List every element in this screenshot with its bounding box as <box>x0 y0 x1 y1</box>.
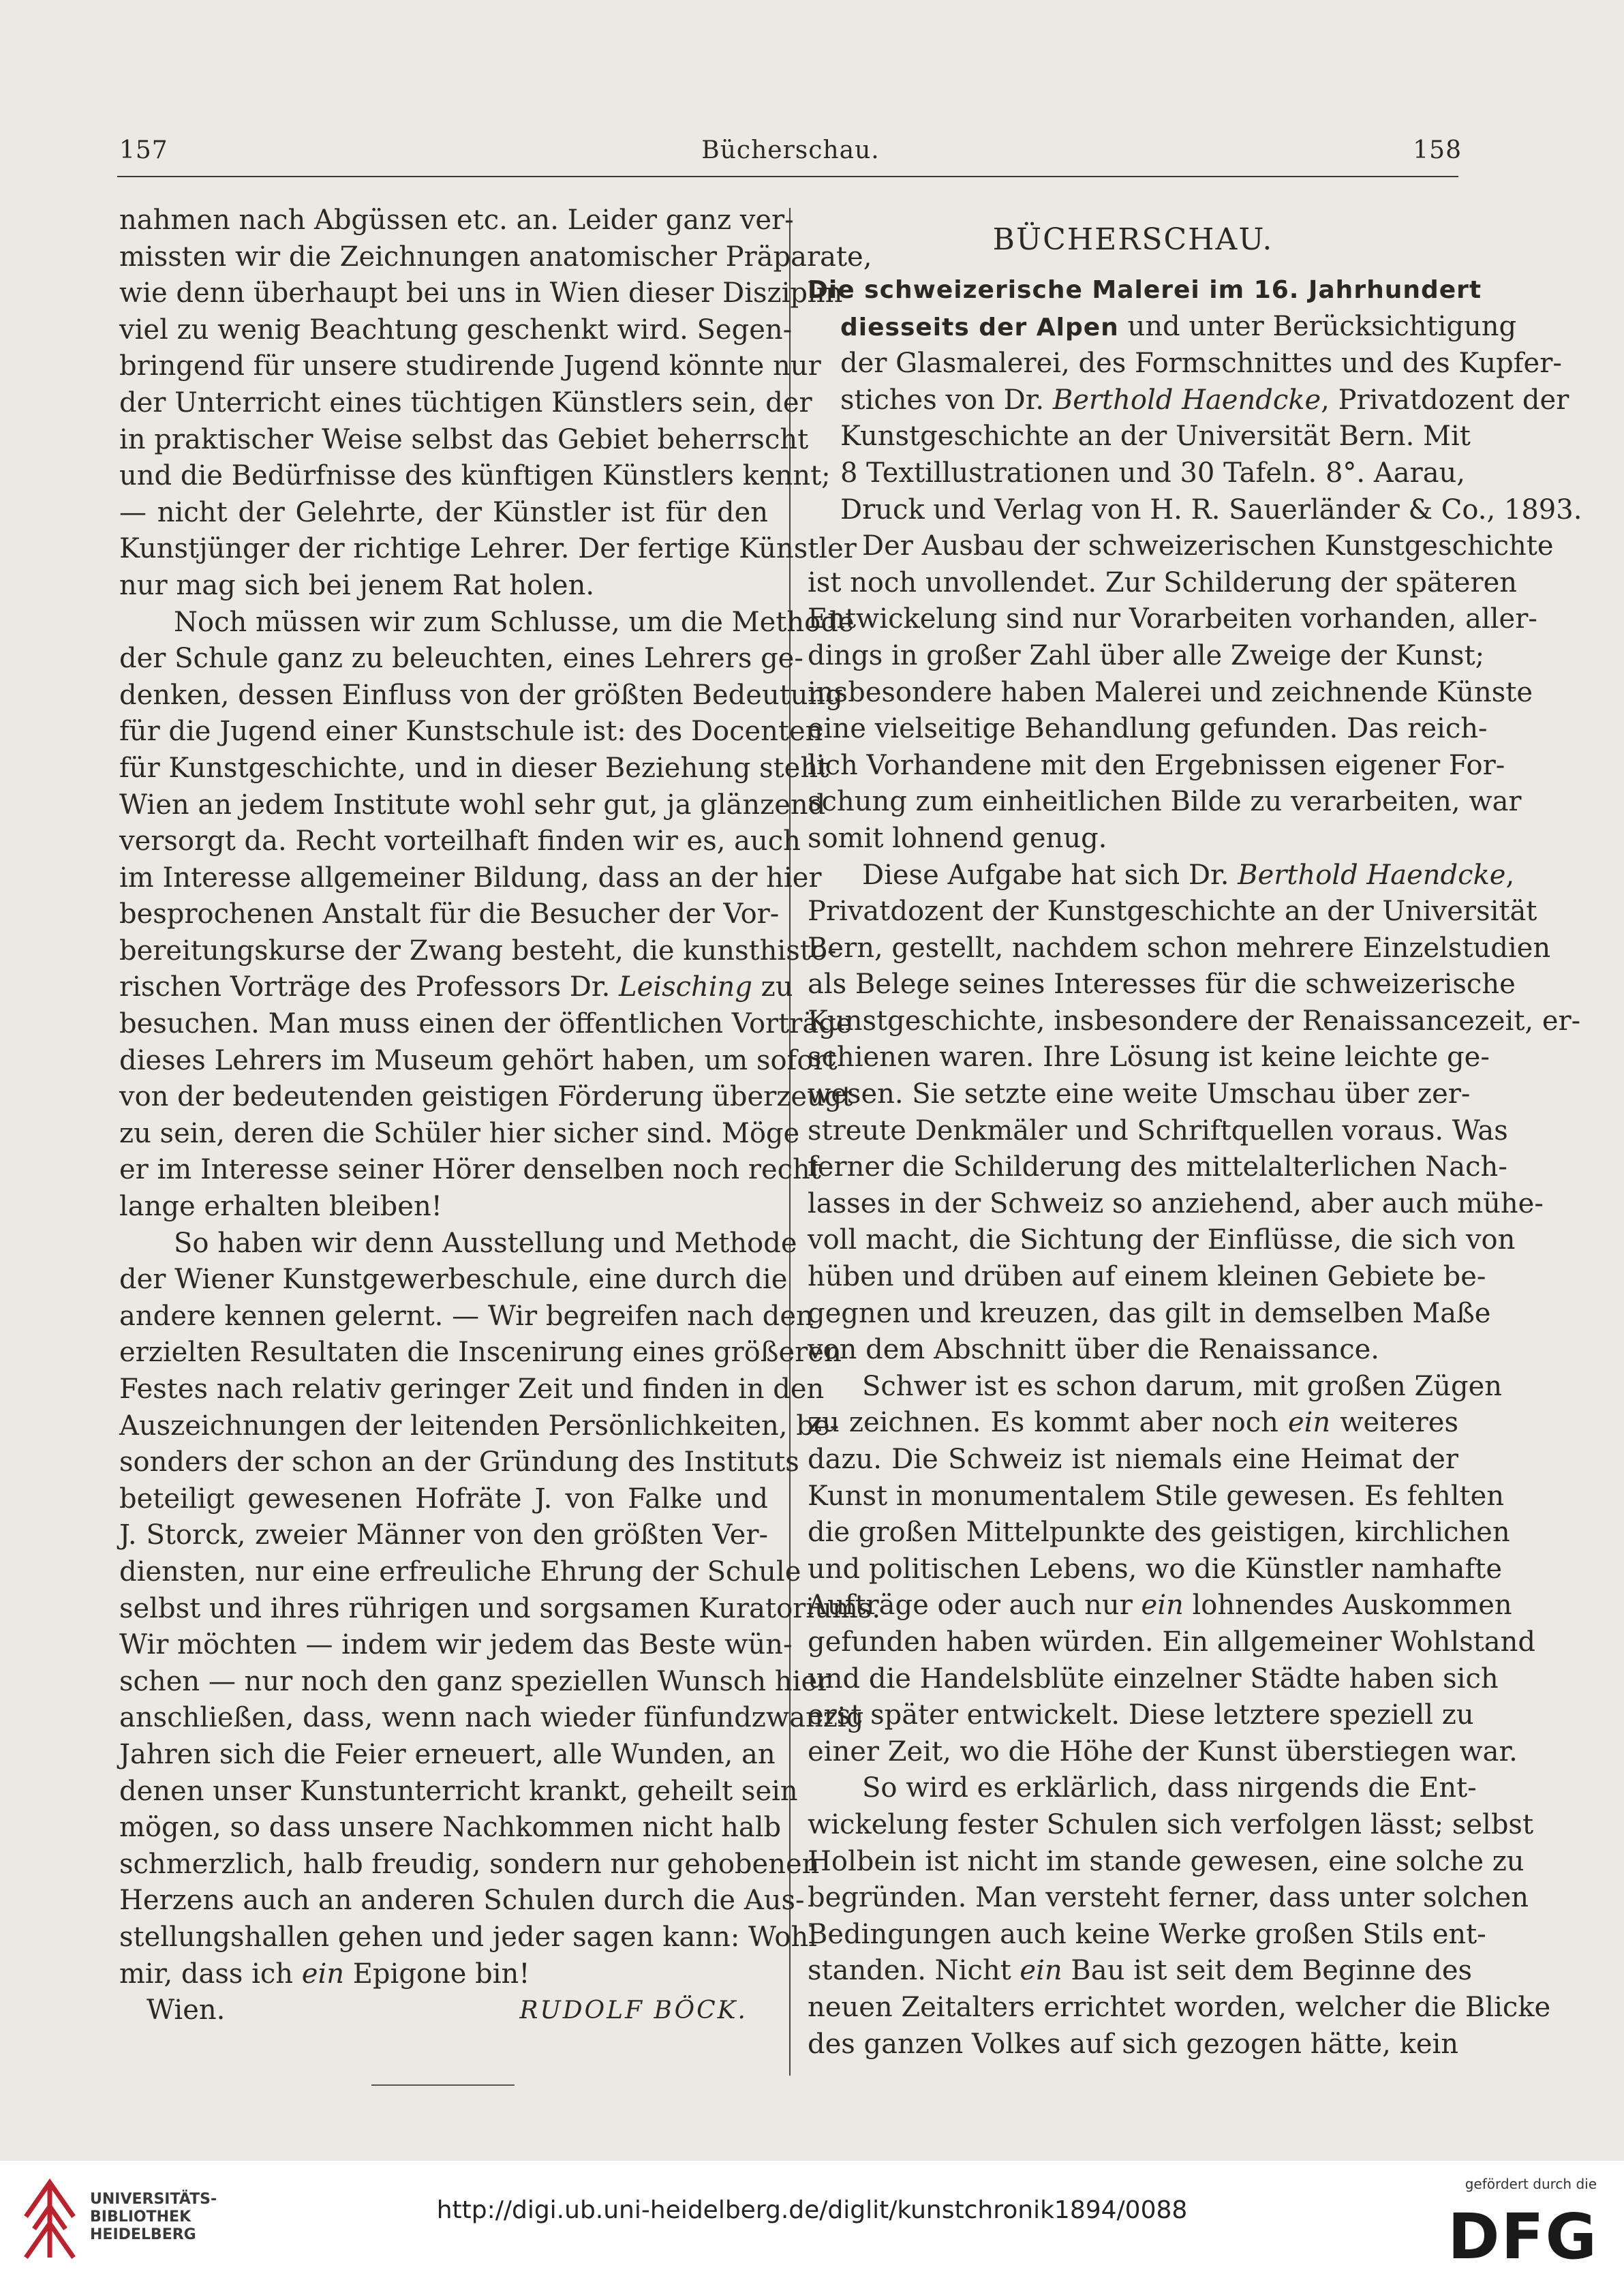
text-line: für die Jugend einer Kunstschule ist: des Docenten <box>119 716 823 748</box>
permalink-url[interactable]: http://digi.ub.uni-heidelberg.de/diglit/kunstchronik1894/0088 <box>436 2196 1188 2224</box>
text-line: denen unser Kunstunterricht krankt, geheilt sein <box>119 1775 798 1807</box>
text-line: Noch müssen wir zum Schlusse, um die Methode <box>174 606 855 638</box>
signature <box>119 1992 768 2029</box>
text-line: der Wiener Kunstgewerbeschule, eine durch die <box>119 1264 788 1296</box>
text-line: somit lohnend genug. <box>808 822 1107 854</box>
text-line: ferner die Schilderung des mittelalterlichen Nach- <box>808 1151 1507 1183</box>
text-line: lasses in der Schweiz so anziehend, aber auch mühe- <box>808 1187 1544 1219</box>
funded-by-label: gefördert durch die <box>1465 2176 1597 2192</box>
text-line: — nicht der Gelehrte, der Künstler ist für den <box>119 496 768 528</box>
text-line: von dem Abschnitt über die Renaissance. <box>808 1334 1379 1366</box>
text-line: gegnen und kreuzen, das gilt in demselben Maße <box>808 1297 1491 1329</box>
text-line: der Schule ganz zu beleuchten, eines Lehrers ge- <box>119 643 803 675</box>
text-line: denken, dessen Einfluss von der größten Bedeutung <box>119 679 843 711</box>
text-line: dings in großer Zahl über alle Zweige der Kunst; <box>808 639 1485 671</box>
text-line: Jahren sich die Feier erneuert, alle Wunden, an <box>119 1738 776 1770</box>
page-number-right: 158 <box>1413 136 1462 164</box>
text-line: rischen Vorträge des Professors Dr. Leisching zu <box>119 971 793 1003</box>
text-line: Auszeichnungen der leitenden Persönlichkeiten, be- <box>119 1410 840 1442</box>
text-line: Entwickelung sind nur Vorarbeiten vorhanden, aller- <box>808 603 1537 635</box>
text-line: wie denn überhaupt bei uns in Wien dieser Disziplin <box>119 277 843 309</box>
text-line: erst später entwickelt. Diese letztere speziell zu <box>808 1699 1474 1731</box>
text-line: Bedingungen auch keine Werke großen Stils ent- <box>808 1918 1486 1950</box>
text-line: Kunst in monumentalem Stile gewesen. Es fehlten <box>808 1480 1505 1512</box>
text-line: wesen. Sie setzte eine weite Umschau über zer- <box>808 1078 1471 1110</box>
text-line: wickelung fester Schulen sich verfolgen lässt; selbst <box>808 1808 1534 1840</box>
signature-city: Wien. <box>147 1994 226 2026</box>
book-entry-title <box>808 271 1482 309</box>
text-line: So wird es erklärlich, dass nirgends die Ent- <box>862 1772 1477 1804</box>
text-line: viel zu wenig Beachtung geschenkt wird. Segen- <box>119 314 793 346</box>
text-line: stellungshallen gehen und jeder sagen kann: Wohl <box>119 1921 818 1953</box>
italic-name: Berthold Haendcke <box>1238 859 1506 891</box>
text-line: mögen, so dass unsere Nachkommen nicht halb <box>119 1812 782 1844</box>
text-line: Der Ausbau der schweizerischen Kunstgeschichte <box>862 530 1554 562</box>
text-line: streute Denkmäler und Schriftquellen voraus. Was <box>808 1114 1508 1146</box>
book-entry-line: Kunstgeschichte an der Universität Bern. Mit <box>840 421 1471 453</box>
text-line: So haben wir denn Ausstellung und Methode <box>174 1227 797 1259</box>
text-line: erzielten Resultaten die Inscenirung eines größeren <box>119 1337 842 1369</box>
library-name-line: UNIVERSITÄTS- <box>90 2191 217 2208</box>
text-line: zu sein, deren die Schüler hier sicher sind. Möge <box>119 1117 800 1149</box>
text-line: dazu. Die Schweiz ist niemals eine Heimat der <box>808 1444 1458 1475</box>
text-line: gefunden haben würden. Ein allgemeiner Wohlstand <box>808 1626 1536 1658</box>
text-line: insbesondere haben Malerei und zeichnende Künste <box>808 676 1533 708</box>
text-line: Festes nach relativ geringer Zeit und finden in den <box>119 1373 825 1405</box>
text-line: voll macht, die Sichtung der Einflüsse, die sich von <box>808 1224 1516 1256</box>
text-line: er im Interesse seiner Hörer denselben noch recht <box>119 1154 821 1186</box>
book-entry-text: und unter Berücksichtigung <box>1118 310 1517 342</box>
text-line: eine vielseitige Behandlung gefunden. Das reich- <box>808 713 1488 745</box>
right-column <box>808 213 1582 2063</box>
text-line: begründen. Man versteht ferner, dass unter solchen <box>808 1882 1529 1914</box>
book-entry-line: der Glasmalerei, des Formschnittes und des Kupfer- <box>840 348 1562 380</box>
text-line: sonders der schon an der Gründung des Instituts <box>119 1446 799 1478</box>
text-line: Privatdozent der Kunstgeschichte an der Universität <box>808 896 1537 928</box>
book-entry-line <box>808 309 1517 346</box>
text-line: schung zum einheitlichen Bilde zu verarbeiten, war <box>808 786 1522 818</box>
text-line: Schwer ist es schon darum, mit großen Zügen <box>862 1370 1503 1402</box>
text-line: und die Bedürfnisse des künftigen Künstlers kennt; <box>119 460 831 492</box>
page-number-left: 157 <box>119 136 168 164</box>
italic-name: ein <box>1278 1407 1340 1439</box>
book-title-bold: diesseits der Alpen <box>840 313 1119 341</box>
text-line: im Interesse allgemeiner Bildung, dass an der hier <box>119 862 822 894</box>
signature-author: RUDOLF BÖCK. <box>519 1996 748 2025</box>
text-line: standen. Nicht ein Bau ist seit dem Beginne des <box>808 1955 1473 1987</box>
text-line: diensten, nur eine erfreuliche Ehrung der Schule <box>119 1555 801 1588</box>
text-line: lange erhalten bleiben! <box>119 1191 442 1223</box>
section-heading: BÜCHERSCHAU. <box>992 222 1274 257</box>
text-line: einer Zeit, wo die Höhe der Kunst überstiegen war. <box>808 1735 1518 1767</box>
running-header <box>119 136 1462 177</box>
book-entry-line: 8 Textillustrationen und 30 Tafeln. 8°. Aarau, <box>840 457 1466 489</box>
text-line: zu zeichnen. Es kommt aber noch ein weiteres <box>808 1407 1458 1439</box>
book-entry-line: stiches von Dr. Berthold Haendcke, Privatdozent der <box>840 384 1569 416</box>
text-line: von der bedeutenden geistigen Förderung überzeugt <box>119 1081 853 1113</box>
text-line: und politischen Lebens, wo die Künstler namhafte <box>808 1553 1503 1585</box>
text-line: missten wir die Zeichnungen anatomischer Präparate, <box>119 241 872 273</box>
text-line: Wien an jedem Institute wohl sehr gut, ja glänzend <box>119 789 826 821</box>
text-line: nahmen nach Abgüssen etc. an. Leider ganz ver- <box>119 204 794 236</box>
text-line: Kunstjünger der richtige Lehrer. Der fertige Künstler <box>119 533 857 565</box>
text-line: und die Handelsblüte einzelner Städte haben sich <box>808 1662 1499 1695</box>
dfg-logo: DFG <box>1447 2200 1598 2273</box>
header-rule <box>117 176 1458 177</box>
text-line: lich Vorhandene mit den Ergebnissen eigener For- <box>808 749 1505 781</box>
text-line: beteiligt gewesenen Hofräte J. von Falke und <box>119 1483 768 1515</box>
text-line: der Unterricht eines tüchtigen Künstlers sein, der <box>119 386 812 419</box>
text-line: selbst und ihres rührigen und sorgsamen Kuratoriums. <box>119 1592 881 1624</box>
library-footer <box>0 2161 1624 2278</box>
text-line: Wir möchten — indem wir jedem das Beste wün- <box>119 1629 793 1661</box>
text-line: des ganzen Volkes auf sich gezogen hätte, kein <box>808 2028 1459 2060</box>
text-line: Herzens auch an anderen Schulen durch die Aus- <box>119 1885 805 1917</box>
text-line: mir, dass ich ein Epigone bin! <box>119 1958 530 1990</box>
text-line: Kunstgeschichte, insbesondere der Renaissancezeit, er- <box>808 1005 1581 1037</box>
text-line: besuchen. Man muss einen der öffentlichen Vorträge <box>119 1008 853 1040</box>
running-title: Bücherschau. <box>701 136 880 164</box>
italic-name: Leisching <box>619 971 752 1003</box>
text-line: besprochenen Anstalt für die Besucher der Vor- <box>119 898 780 930</box>
library-name-line: HEIDELBERG <box>90 2226 196 2243</box>
text-line: schienen waren. Ihre Lösung ist keine leichte ge- <box>808 1042 1490 1074</box>
italic-name: ein <box>293 1958 353 1990</box>
book-title-bold: Die schweizerische Malerei im 16. Jahrhundert <box>808 276 1482 304</box>
text-line: ist noch unvollendet. Zur Schilderung der späteren <box>808 566 1518 598</box>
text-line: schen — nur noch den ganz speziellen Wunsch hier <box>119 1665 831 1697</box>
text-line: versorgt da. Recht vorteilhaft finden wir es, auch <box>119 825 801 857</box>
text-line: Bern, gestellt, nachdem schon mehrere Einzelstudien <box>808 932 1551 964</box>
italic-name: Berthold Haendcke <box>1052 384 1321 416</box>
book-entry-line: Druck und Verlag von H. R. Sauerländer & Co., 1893. <box>840 493 1582 526</box>
text-line: die großen Mittelpunkte des geistigen, kirchlichen <box>808 1517 1510 1549</box>
text-line: J. Storck, zweier Männer von den größten Ver- <box>119 1519 768 1551</box>
text-line: in praktischer Weise selbst das Gebiet beherrscht <box>119 423 809 455</box>
text-line: Aufträge oder auch nur ein lohnendes Auskommen <box>808 1590 1512 1622</box>
text-line: neuen Zeitalters errichtet worden, welcher die Blicke <box>808 1991 1551 2023</box>
text-line: nur mag sich bei jenem Rat holen. <box>119 569 595 601</box>
text-line: bereitungskurse der Zwang besteht, die kunsthisto- <box>119 935 837 967</box>
text-line: hüben und drüben auf einem kleinen Gebiete be- <box>808 1261 1486 1293</box>
text-line: für Kunstgeschichte, und in dieser Beziehung steht <box>119 752 829 784</box>
left-column <box>119 202 881 2029</box>
text-line: Holbein ist nicht im stande gewesen, eine solche zu <box>808 1845 1525 1877</box>
text-line: bringend für unsere studirende Jugend könnte nur <box>119 350 821 382</box>
italic-name: ein <box>1132 1590 1193 1622</box>
text-line: anschließen, dass, wenn nach wieder fünfundzwanzig <box>119 1702 864 1734</box>
text-line: andere kennen gelernt. — Wir begreifen nach den <box>119 1300 814 1332</box>
text-line: schmerzlich, halb freudig, sondern nur gehobenen <box>119 1848 820 1880</box>
text-line: Diese Aufgabe hat sich Dr. Berthold Haendcke, <box>862 859 1515 891</box>
text-line: dieses Lehrers im Museum gehört haben, um sofort <box>119 1044 838 1076</box>
library-name-line: BIBLIOTHEK <box>90 2208 191 2226</box>
text-line: als Belege seines Interesses für die schweizerische <box>808 969 1516 1001</box>
italic-name: ein <box>1011 1955 1071 1987</box>
article-end-rule <box>371 2084 515 2086</box>
